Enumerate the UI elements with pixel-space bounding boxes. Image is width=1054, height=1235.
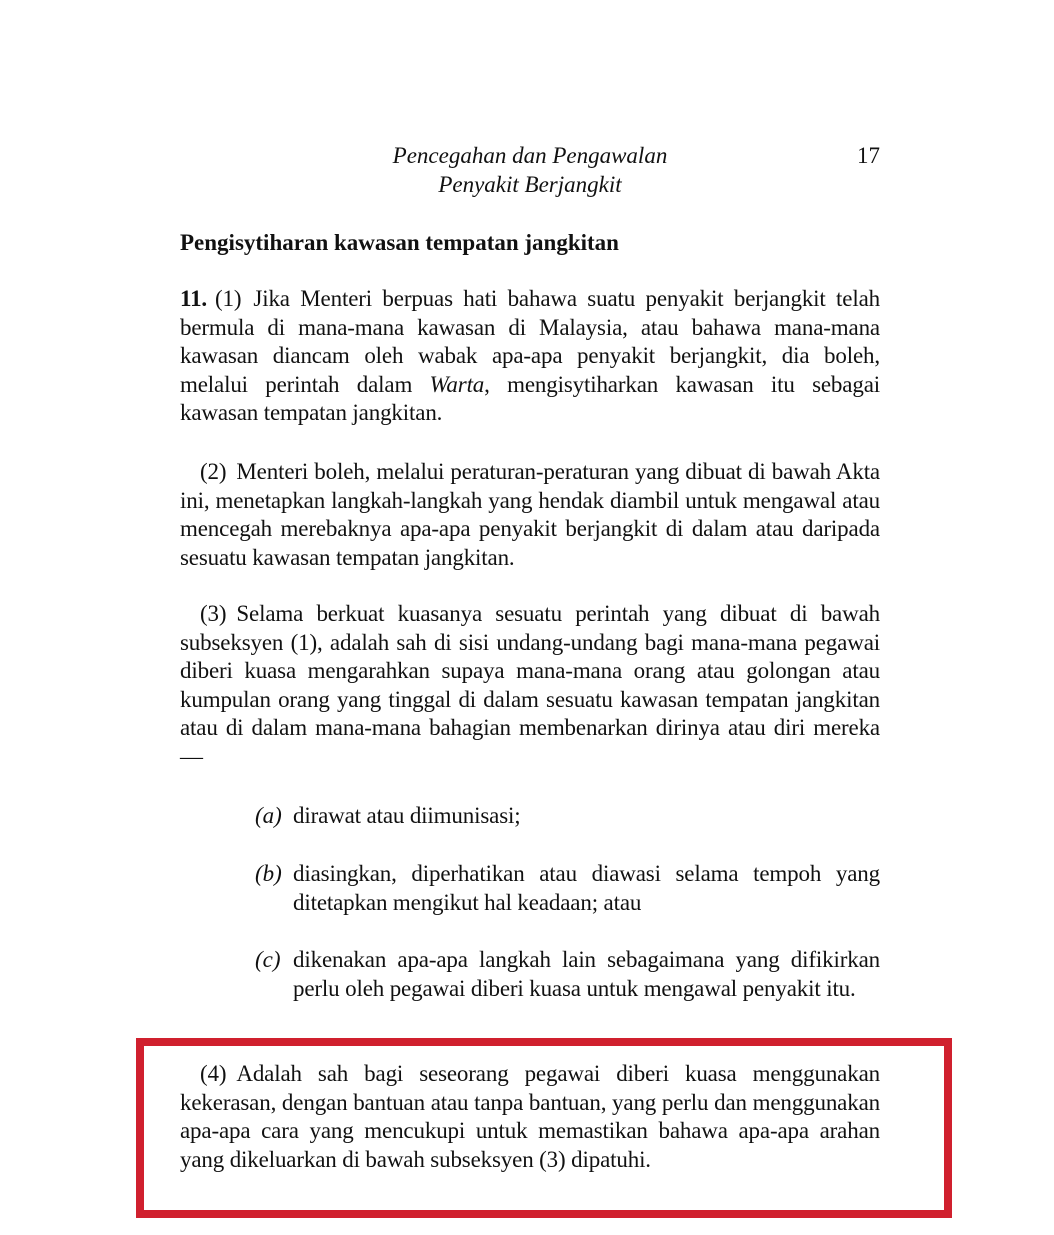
subsection-3-number: (3) — [200, 601, 227, 626]
subsection-1-text-a: Jika Menteri berpuas hati bahawa suatu penyakit berjangkit telah bermula di mana-mana kawasan di Malaysia, atau bahawa mana-mana kawasan diancam oleh wabak apa-apa penyakit berjangkit, dia boleh, melalui perintah dalam — [180, 286, 880, 397]
subsection-2 — [180, 458, 880, 572]
subsection-2-text: Menteri boleh, melalui peraturan-peraturan yang dibuat di bawah Akta ini, menetapkan langkah-langkah yang hendak diambil untuk mengawal atau mencegah merebaknya apa-apa penyakit berjangkit di dalam atau daripada sesuatu kawasan tempatan jangkitan. — [180, 459, 880, 570]
running-head — [180, 141, 880, 199]
subsection-1-number: (1) — [215, 286, 242, 311]
subsection-3 — [180, 600, 880, 772]
section-heading: Pengisytiharan kawasan tempatan jangkitan — [180, 230, 619, 255]
running-head-line-2: Penyakit Berjangkit — [438, 172, 622, 197]
subsection-4-number: (4) — [200, 1061, 227, 1086]
list-item-a-text: dirawat atau diimunisasi; — [293, 803, 521, 828]
subsection-1-text-b: , mengisytiharkan kawasan itu sebagai kawasan tempatan jangkitan. — [180, 371, 880, 426]
list-item-a-label: (a) — [255, 803, 282, 828]
subsection-3-text: Selama berkuat kuasanya sesuatu perintah yang dibuat di bawah subseksyen (1), adalah sah di sisi undang-undang bagi mana-mana pegawai diberi kuasa mengarahkan supaya mana-mana orang atau golongan atau kumpulan orang yang tinggal di dalam sesuatu kawasan tempatan jangkitan atau di dalam mana-mana bahagian membenarkan dirinya atau diri mereka— — [180, 601, 880, 769]
page-number: 17 — [857, 143, 880, 168]
subsection-4 — [180, 1060, 880, 1174]
list-item-a — [255, 802, 880, 831]
subsection-2-number: (2) — [200, 459, 227, 484]
subsection-1 — [180, 285, 880, 428]
subsection-4-text: Adalah sah bagi seseorang pegawai diberi kuasa menggunakan kekerasan, dengan bantuan atau tanpa bantuan, yang perlu dan menggunakan apa-apa cara yang mencukupi untuk memastikan bahawa apa-apa arahan yang dikeluarkan di bawah subseksyen (3) dipatuhi. — [180, 1061, 880, 1172]
list-item-b-label: (b) — [255, 861, 282, 886]
list-item-b-text: diasingkan, diperhatikan atau diawasi selama tempoh yang ditetapkan mengikut hal keadaan; atau — [293, 861, 880, 915]
section-number: 11. — [180, 286, 208, 311]
running-head-line-1: Pencegahan dan Pengawalan — [392, 143, 668, 168]
list-item-c-text: dikenakan apa-apa langkah lain sebagaimana yang difikirkan perlu oleh pegawai diberi kuasa untuk mengawal penyakit itu. — [293, 947, 880, 1001]
list-item-b — [255, 860, 880, 917]
list-item-c-label: (c) — [255, 947, 281, 972]
subsection-1-italic-term: Warta — [429, 371, 485, 397]
list-item-c — [255, 946, 880, 1003]
